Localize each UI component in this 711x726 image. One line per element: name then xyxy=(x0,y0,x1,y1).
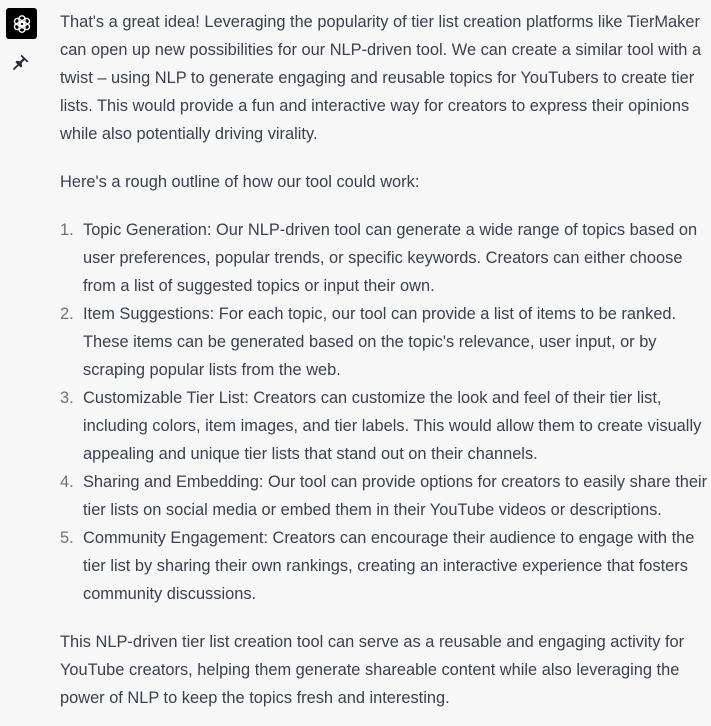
outline-list xyxy=(60,216,708,608)
list-item-text: Sharing and Embedding: Our tool can provide options for creators to easily share their tier lists on social media or embed them in their YouTube videos or descriptions. xyxy=(83,473,708,519)
openai-logo-icon xyxy=(11,13,33,35)
list-item-text: Topic Generation: Our NLP-driven tool can generate a wide range of topics based on user preferences, popular trends, or specific keywords. Creators can either choose from a list of suggested topics or input their own. xyxy=(83,221,698,295)
list-item-number: 1. xyxy=(60,221,74,239)
list-item xyxy=(60,300,708,384)
list-item-text: Community Engagement: Creators can encourage their audience to engage with the tier list by sharing their own rankings, creating an interactive experience that fosters community discussions. xyxy=(83,529,695,603)
assistant-avatar xyxy=(6,8,37,39)
list-item-number: 4. xyxy=(60,473,74,491)
message-content xyxy=(60,8,708,712)
list-item xyxy=(60,216,708,300)
list-item-number: 3. xyxy=(60,389,74,407)
pin-icon[interactable] xyxy=(12,53,30,71)
conclusion-paragraph: This NLP-driven tier list creation tool can serve as a reusable and engaging activity for YouTube creators, helping them generate shareable content while also leveraging the power of NLP to keep the topics fresh and interesting. xyxy=(60,633,685,707)
list-item xyxy=(60,524,708,608)
list-item-text: Item Suggestions: For each topic, our tool can provide a list of items to be ranked. These items can be generated based on the topic's relevance, user input, or by scraping popular lists from the web. xyxy=(83,305,677,379)
list-item-number: 5. xyxy=(60,529,74,547)
list-item xyxy=(60,384,708,468)
list-item-number: 2. xyxy=(60,305,74,323)
list-item-text: Customizable Tier List: Creators can customize the look and feel of their tier list, including colors, item images, and tier labels. This would allow them to create visually appealing and unique tier lists that stand out on their channels. xyxy=(83,389,702,463)
outline-lead: Here's a rough outline of how our tool could work: xyxy=(60,173,420,191)
intro-paragraph: That's a great idea! Leveraging the popularity of tier list creation platforms like TierMaker can open up new possibilities for our NLP-driven tool. We can create a similar tool with a twist – using NLP to generate engaging and reusable topics for YouTubers to create tier lists. This would provide a fun and interactive way for creators to express their opinions while also potentially driving virality. xyxy=(60,13,702,143)
list-item xyxy=(60,468,708,524)
